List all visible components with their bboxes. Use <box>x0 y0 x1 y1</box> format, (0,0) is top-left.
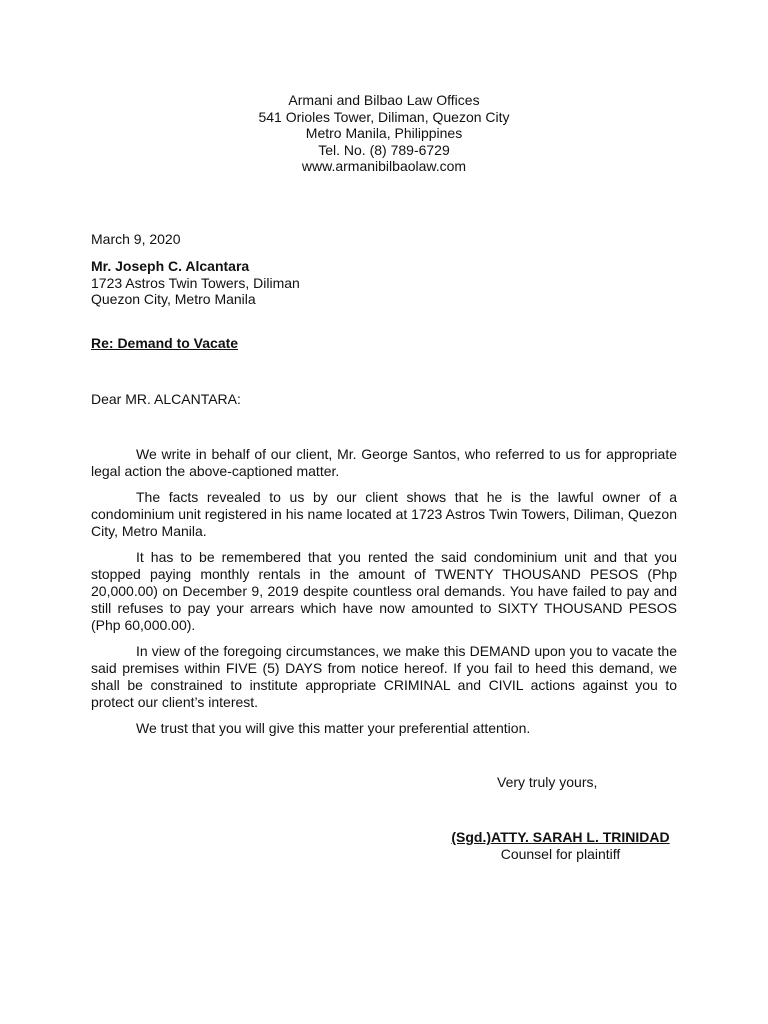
firm-website: www.armanibilbaolaw.com <box>301 158 467 174</box>
recipient-address-line2: Quezon City, Metro Manila <box>91 291 256 307</box>
letterhead <box>0 92 768 175</box>
firm-address-line2: Metro Manila, Philippines <box>305 125 463 141</box>
recipient-address-line1: 1723 Astros Twin Towers, Diliman <box>91 274 300 291</box>
subject-line: Re: Demand to Vacate <box>91 335 239 351</box>
body-paragraph-4: In view of the foregoing circumstances, we make this DEMAND upon you to vacate the said premises within FIVE (5) DAYS from notice hereof. If you fail to heed this demand, we shall be constrained to institute appropriate CRIMINAL and CIVIL actions against you to protect our client’s interest. <box>91 643 677 710</box>
firm-phone: Tel. No. (8) 789-6729 <box>318 141 450 158</box>
body-paragraph-3: It has to be remembered that you rented the said condominium unit and that you stopped paying monthly rentals in the amount of TWENTY THOUSAND PESOS (Php 20,000.00) on December 9, 2019 despite countless oral demands. You have failed to pay and still refuses to pay your arrears which have now amounted to SIXTY THOUSAND PESOS (Php 60,000.00). <box>91 549 677 633</box>
recipient-block <box>91 258 300 308</box>
signer-name: (Sgd.)ATTY. SARAH L. TRINIDAD <box>451 829 670 845</box>
signer-role: Counsel for plaintiff <box>500 845 621 862</box>
firm-address-line1: 541 Orioles Tower, Diliman, Quezon City <box>258 108 510 125</box>
recipient-name: Mr. Joseph C. Alcantara <box>91 258 250 274</box>
complimentary-closing: Very truly yours, <box>497 774 598 790</box>
body-paragraph-2: The facts revealed to us by our client shows that he is the lawful owner of a condominium unit registered in his name located at 1723 Astros Twin Towers, Diliman, Quezon City, Metro Manila. <box>91 489 677 539</box>
body-paragraph-1: We write in behalf of our client, Mr. George Santos, who referred to us for appropriate legal action the above-captioned matter. <box>91 446 677 479</box>
firm-name: Armani and Bilbao Law Offices <box>288 92 480 108</box>
letter-body <box>91 446 677 746</box>
body-paragraph-5: We trust that you will give this matter your preferential attention. <box>136 720 531 736</box>
letter-date: March 9, 2020 <box>91 231 181 247</box>
signature-block <box>451 829 670 862</box>
salutation: Dear MR. ALCANTARA: <box>91 391 241 407</box>
